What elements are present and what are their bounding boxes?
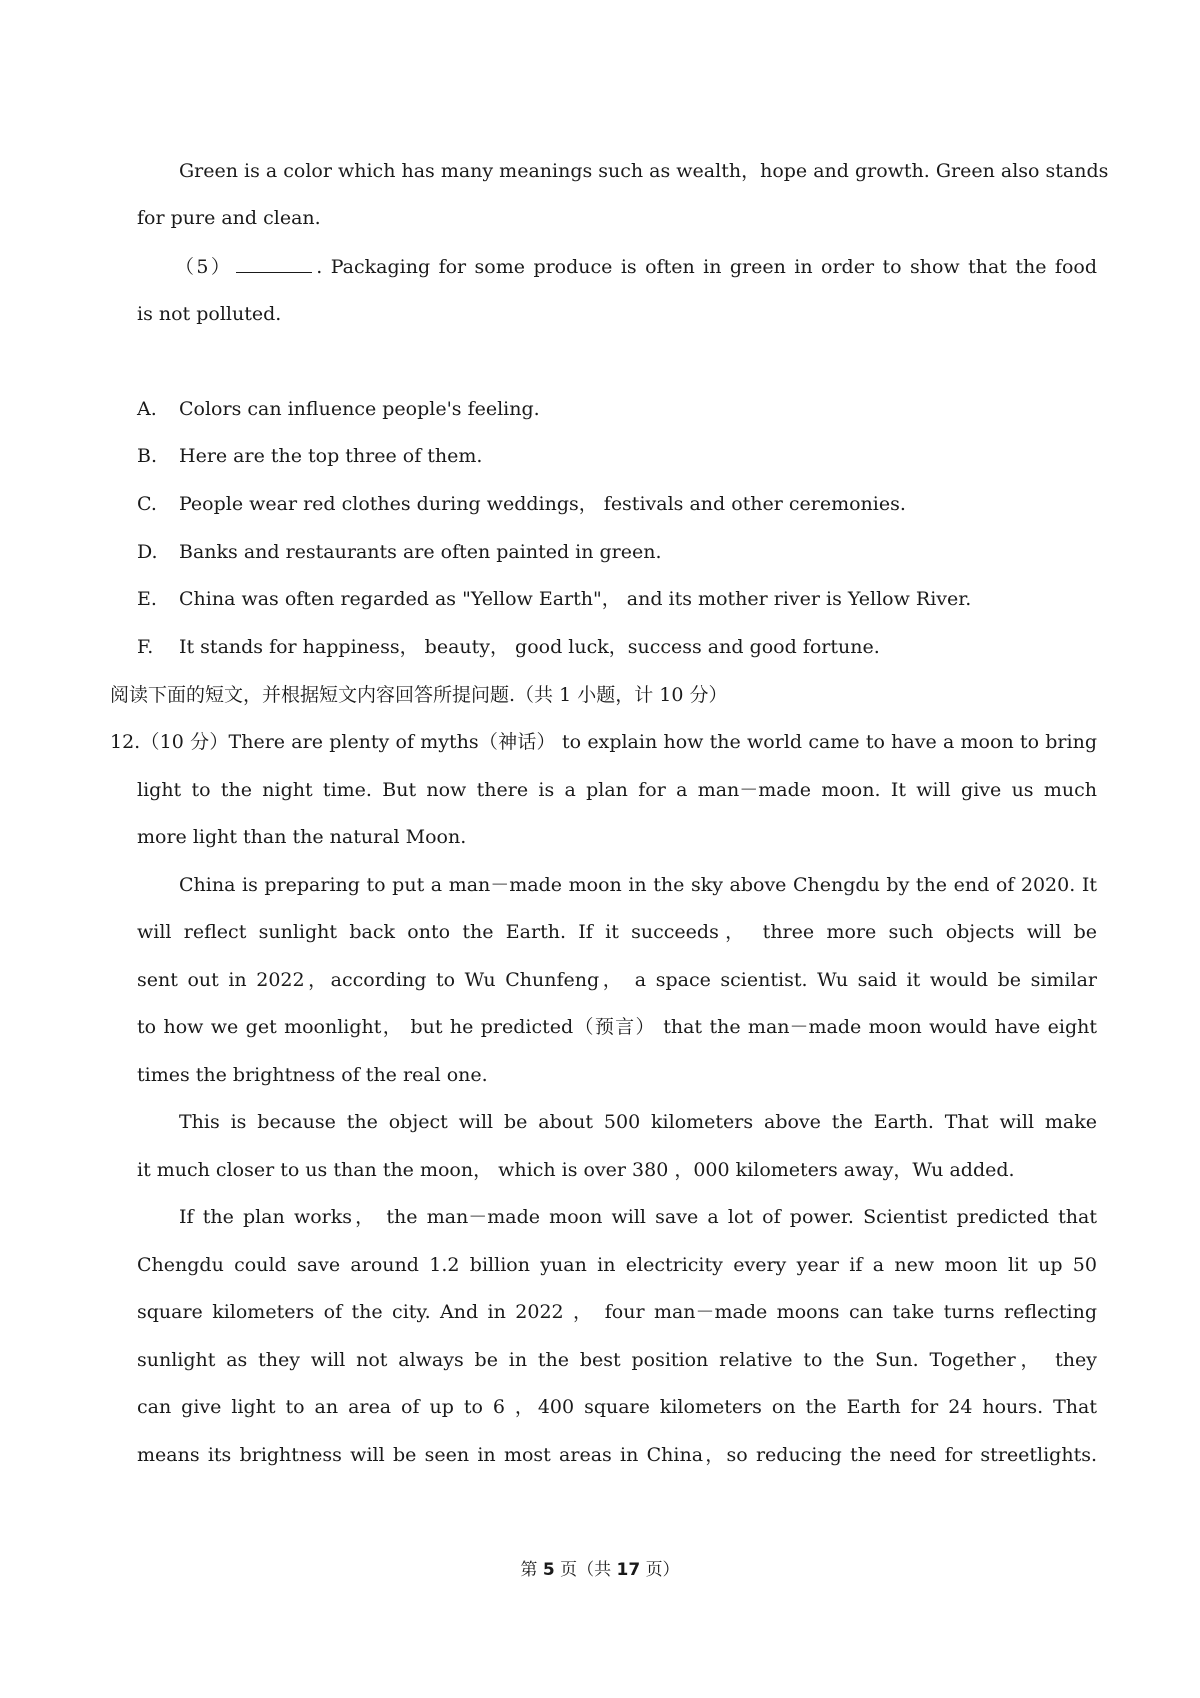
- option-letter: B.: [137, 445, 158, 467]
- option-b: [137, 444, 482, 468]
- passage-line: light to the night time. But now there is a plan for a man－made moon. It will give us much: [137, 779, 1097, 801]
- page-footer: [0, 1559, 1200, 1581]
- passage-line: Chengdu could save around 1.2 billion yuan in electricity every year if a new moon lit up 50: [137, 1254, 1097, 1276]
- option-d: [137, 540, 662, 564]
- option-c: [137, 492, 906, 516]
- option-f: [137, 635, 880, 659]
- question-text: . Packaging for some produce is often in green in order to show that the food: [316, 256, 1098, 278]
- passage-line: can give light to an area of up to 6 ，400 square kilometers on the Earth for 24 hours. That: [137, 1396, 1097, 1418]
- passage-line: will reflect sunlight back onto the Earth. If it succeeds， three more such objects will be: [137, 921, 1097, 943]
- footer-page-number: 5: [542, 1560, 555, 1580]
- footer-suffix: 页）: [645, 1560, 680, 1580]
- passage-line: This is because the object will be about 500 kilometers above the Earth. That will make: [179, 1111, 1097, 1133]
- passage-line: to how we get moonlight， but he predicted（预言） that the man－made moon would have eight: [137, 1016, 1097, 1038]
- passage-line: If the plan works， the man－made moon will save a lot of power. Scientist predicted that: [179, 1206, 1097, 1228]
- answer-blank[interactable]: [236, 254, 312, 273]
- option-e: [137, 587, 971, 611]
- option-letter: F.: [137, 636, 154, 658]
- passage-line: more light than the natural Moon.: [137, 826, 467, 848]
- passage-line: Green is a color which has many meanings such as wealth，hope and growth. Green also stands: [179, 160, 1109, 182]
- option-text: Banks and restaurants are often painted in green.: [179, 541, 662, 563]
- section-heading: 阅读下面的短文，并根据短文内容回答所提问题.（共 1 小题，计 10 分）: [110, 684, 728, 706]
- option-text: Here are the top three of them.: [179, 445, 483, 467]
- footer-mid: 页（共: [560, 1560, 612, 1580]
- option-text: China was often regarded as "Yellow Earth"， and its mother river is Yellow River.: [179, 588, 972, 610]
- option-letter: E.: [137, 588, 157, 610]
- passage-line: times the brightness of the real one.: [137, 1064, 488, 1086]
- passage-line: is not polluted.: [137, 303, 282, 325]
- passage-line: it much closer to us than the moon， which is over 380 ，000 kilometers away，Wu added.: [137, 1159, 1015, 1181]
- passage-line: for pure and clean.: [137, 207, 321, 229]
- option-letter: D.: [137, 541, 158, 563]
- option-letter: C.: [137, 493, 157, 515]
- question-5-line: [175, 254, 1097, 279]
- option-text: People wear red clothes during weddings， festivals and other ceremonies.: [179, 493, 906, 515]
- question-12-line: 12.（10 分）There are plenty of myths（神话） to explain how the world came to have a moon to bring: [110, 731, 1097, 753]
- question-number: （5）: [175, 256, 233, 278]
- option-a: [137, 397, 540, 421]
- passage-line: square kilometers of the city. And in 2022 ， four man－made moons can take turns reflecting: [137, 1301, 1097, 1323]
- option-text: Colors can influence people's feeling.: [179, 398, 540, 420]
- footer-total-pages: 17: [616, 1560, 641, 1580]
- passage-line: sent out in 2022，according to Wu Chunfeng， a space scientist. Wu said it would be similar: [137, 969, 1097, 991]
- passage-line: means its brightness will be seen in most areas in China，so reducing the need for streetlights.: [137, 1444, 1097, 1466]
- option-letter: A.: [137, 398, 157, 420]
- passage-line: China is preparing to put a man－made moon in the sky above Chengdu by the end of 2020. It: [179, 874, 1097, 896]
- option-text: It stands for happiness， beauty， good luck，success and good fortune.: [179, 636, 880, 658]
- passage-line: sunlight as they will not always be in the best position relative to the Sun. Together， they: [137, 1349, 1097, 1371]
- footer-prefix: 第: [520, 1560, 538, 1580]
